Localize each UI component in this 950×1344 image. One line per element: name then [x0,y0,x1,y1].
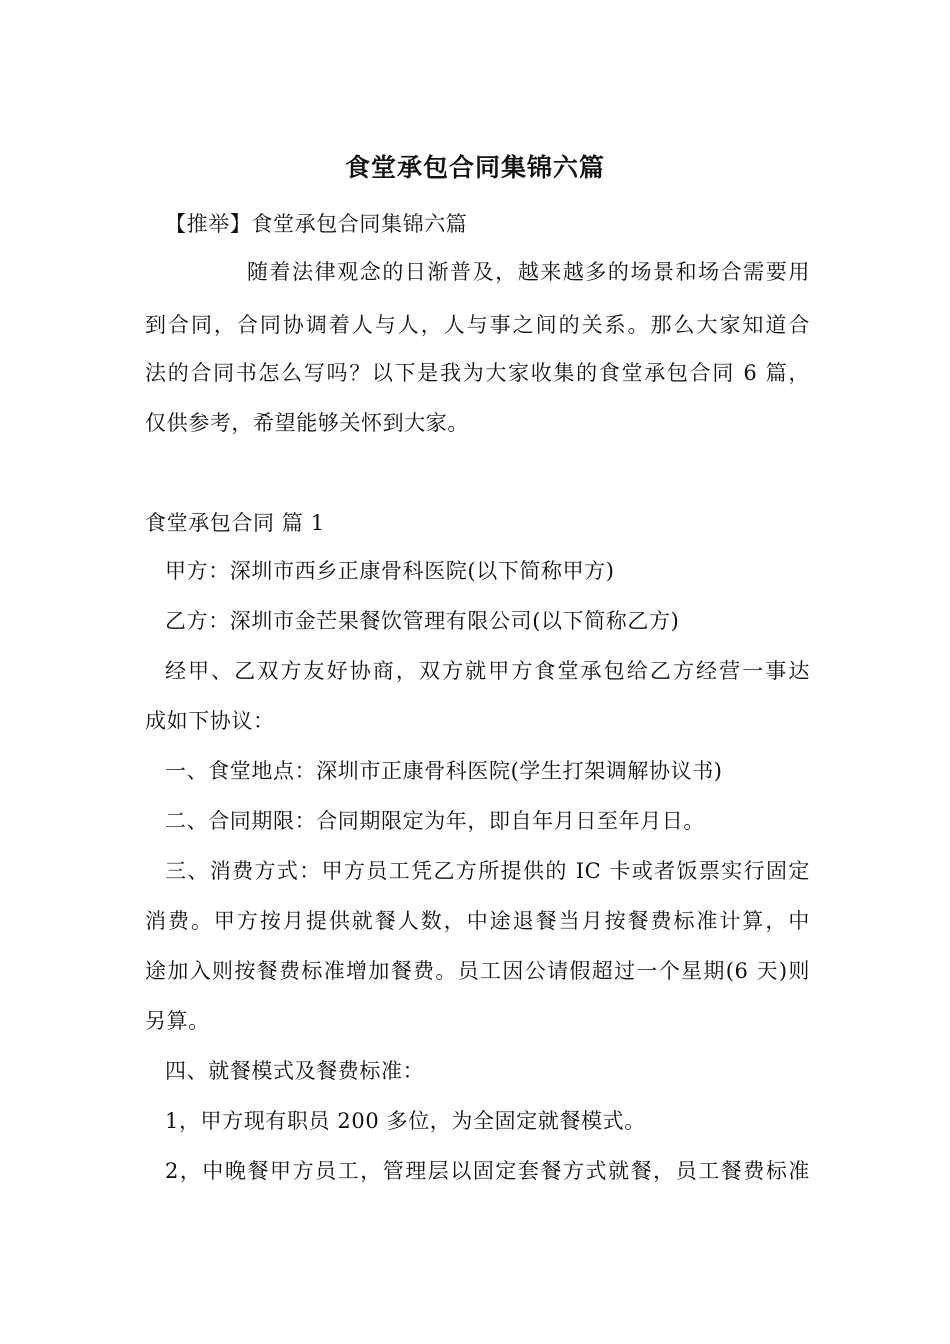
intro-line-4: 仅供参考，希望能够关怀到大家。 [145,411,469,435]
clause-4-item-1: 1，甲方现有职员 200 多位，为全固定就餐模式。 [165,1109,646,1133]
clause-4-heading: 四、就餐模式及餐费标准： [165,1059,425,1083]
intro-line-1: 随着法律观念的日渐普及，越来越多的场景和场合需要用 [247,260,810,284]
clause-3-line-3: 途加入则按餐费标准增加餐费。员工因公请假超过一个星期(6 天)则 [145,959,810,983]
agreement-line-2: 成如下协议： [145,709,275,733]
clause-3-line-2: 消费。甲方按月提供就餐人数，中途退餐当月按餐费标准计算，中 [145,909,810,933]
clause-3-line-4: 另算。 [145,1009,210,1033]
clause-3-line-1: 三、消费方式：甲方员工凭乙方所提供的 IC 卡或者饭票实行固定 [165,859,810,883]
clause-1-line: 一、食堂地点：深圳市正康骨科医院(学生打架调解协议书) [165,759,723,783]
party-b-line: 乙方：深圳市金芒果餐饮管理有限公司(以下简称乙方) [165,609,680,633]
agreement-line-1: 经甲、乙双方友好协商，双方就甲方食堂承包给乙方经营一事达 [165,659,810,683]
intro-line-3: 法的合同书怎么写吗？以下是我为大家收集的食堂承包合同 6 篇， [145,361,810,385]
section-heading: 食堂承包合同 篇 1 [145,511,325,535]
recommend-line: 【推举】食堂承包合同集锦六篇 [165,212,468,236]
party-a-line: 甲方：深圳市西乡正康骨科医院(以下简称甲方) [165,559,615,583]
document-title: 食堂承包合同集锦六篇 [344,153,605,182]
clause-2-line: 二、合同期限：合同期限定为年，即自年月日至年月日。 [165,809,705,833]
intro-line-2: 到合同，合同协调着人与人，人与事之间的关系。那么大家知道合 [145,313,810,337]
clause-4-item-2: 2，中晚餐甲方员工，管理层以固定套餐方式就餐，员工餐费标准 [165,1159,810,1183]
